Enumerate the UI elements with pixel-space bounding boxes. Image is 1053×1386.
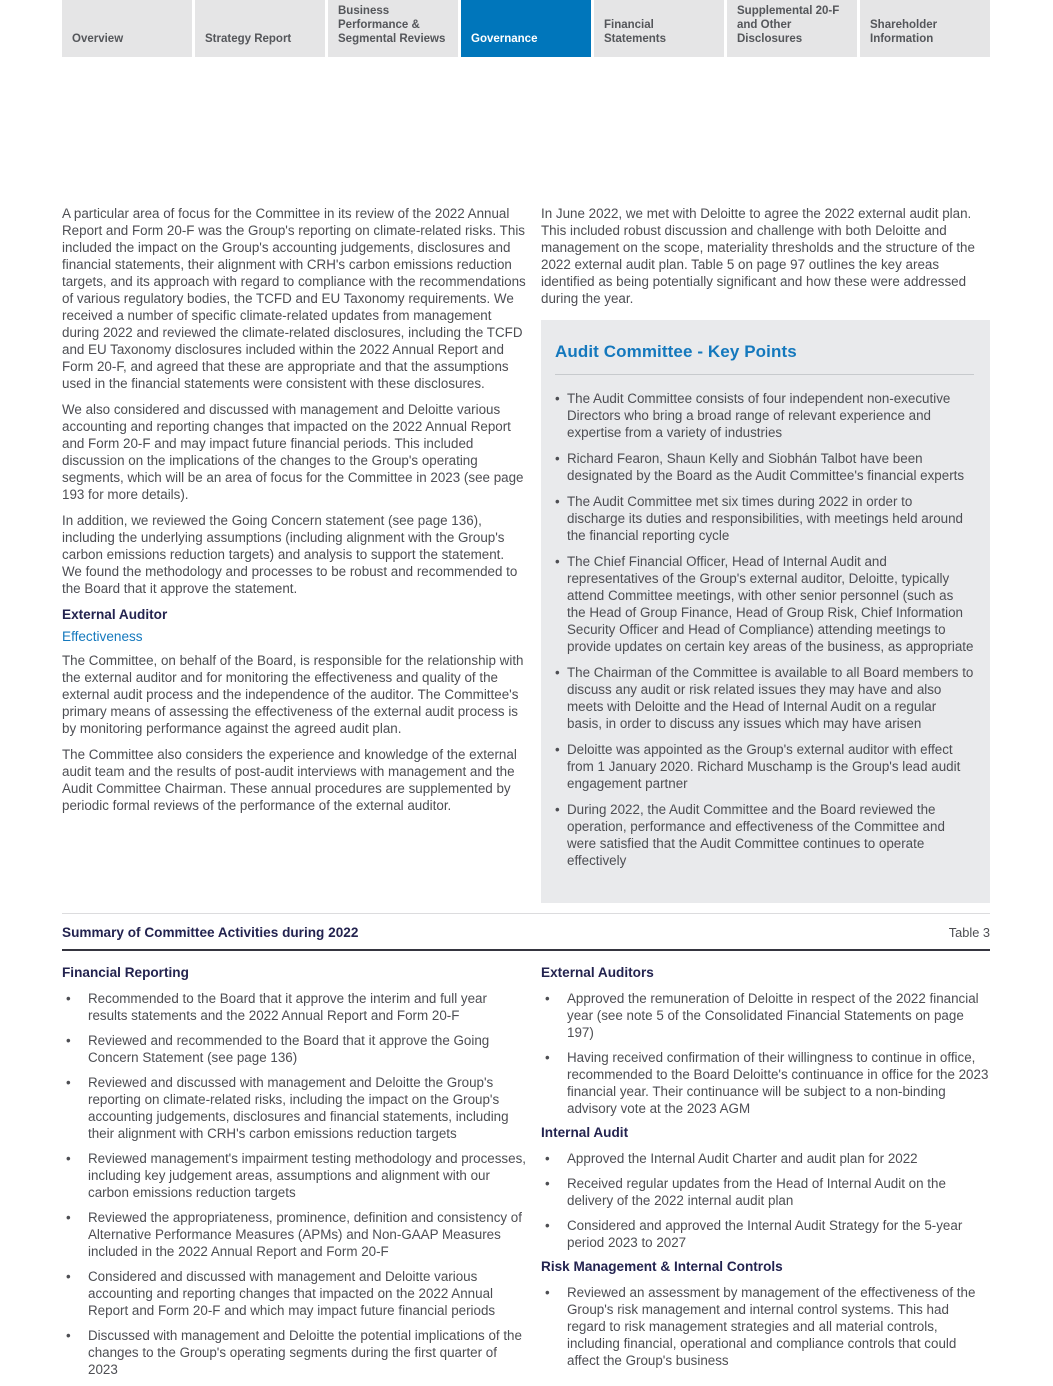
key-point-item: • The Chief Financial Officer, Head of Internal Audit and representatives of the Group's external auditor, Deloitte, typically attend Committee meetings, with other senior personnel (such as the Head of Group Finance, Head of Group Risk, Chief Information Security Officer and Head of Compliance) attending meetings to provide updates on certain key areas of the business, as appropriate [555,553,974,655]
summary-right-column [541,965,990,1377]
paragraph-going-concern: In addition, we reviewed the Going Concern statement (see page 136), including the underlying assumptions (including alignment with the Group's carbon emissions reduction targets) and analysis to support the statement. We found the methodology and processes to be robust and recommended to the Board that it approve the statement. [62,513,518,596]
list-item: • Reviewed management's impairment testing methodology and processes, including key judgement areas, assumptions and alignment with our carbon emissions reduction targets [62,1150,527,1201]
key-point-item: • Richard Fearon, Shaun Kelly and Siobhán Talbot have been designated by the Board as the Audit Committee's financial experts [555,450,974,484]
key-points-box [541,320,990,903]
list-item: • Reviewed the appropriateness, prominence, definition and consistency of Alternative Performance Measures (APMs) and Non-GAAP Measures included in the 2022 Annual Report and Form 20-F [62,1209,527,1260]
page-content [62,205,990,1386]
heading-internal-audit: Internal Audit [541,1125,629,1140]
key-point-item: • The Chairman of the Committee is available to all Board members to discuss any audit or risk related issues they may have and also meets with Deloitte and the Head of Internal Audit on a regular basis, in order to discuss any issues which may have arisen [555,664,974,732]
list-item: • Reviewed and discussed with management and Deloitte the Group's reporting on climate-related risks, including the impact on the Group's accounting judgements, disclosures and financial statements, including their alignment with CRH's carbon emissions reduction targets [62,1074,527,1142]
tab-label: Supplemental 20-F and Other Disclosures [737,5,840,45]
risk-management-list [541,1284,990,1369]
summary-section [62,913,990,1386]
top-nav [62,0,990,57]
internal-audit-list [541,1150,990,1251]
list-item: • Received regular updates from the Head of Internal Audit on the delivery of the 2022 internal audit plan [541,1175,990,1209]
list-item: • Recommended to the Board that it approve the interim and full year results statements and the 2022 Annual Report and Form 20-F [62,990,527,1024]
key-point-item: • During 2022, the Audit Committee and the Board reviewed the operation, performance and effectiveness of the Committee and were satisfied that the Audit Committee continues to operate effectively [555,801,974,869]
list-item: • Reviewed an assessment by management of the effectiveness of the Group's risk management and internal control systems. This had regard to risk management strategies and all material controls, including financial, operational and compliance controls that could affect the Group's business [541,1284,990,1369]
tab-label: Governance [471,33,538,45]
key-points-title: Audit Committee - Key Points [555,342,797,361]
summary-header [62,914,990,949]
tab-label: Overview [72,33,124,45]
main-columns [62,205,990,903]
list-item: • Considered and approved the Internal Audit Strategy for the 5-year period 2023 to 2027 [541,1217,990,1251]
heading-external-auditors: External Auditors [541,965,654,980]
tab-label: Shareholder Information [870,19,938,45]
paragraph-climate-focus: A particular area of focus for the Committee in its review of the 2022 Annual Report and Form 20-F was the Group's reporting on climate-related risks. This included the impact on the Group's accounting judgements, disclosures and financial statements, their alignment with CRH's carbon emissions reduction targets, and its approach with regard to compliance with the recommendations of various regulatory bodies, the TCFD and EU Taxonomy requirements. We received a number of specific climate-related updates from management during 2022 and reviewed the climate-related disclosures, including the TCFD and EU Taxonomy disclosures included within the 2022 Annual Report and Form 20-F, and agreed that these are appropriate and that the assumptions used in the financial statements were consistent with these disclosures. [62,206,526,391]
key-point-item: • Deloitte was appointed as the Group's external auditor with effect from 1 January 2020. Richard Muschamp is the Group's lead audit engagement partner [555,741,974,792]
paragraph-auditor-relationship: The Committee, on behalf of the Board, is responsible for the relationship with the external auditor and for monitoring the effectiveness and quality of the external audit process and the independence of the auditor. The Committee's primary means of assessing the effectiveness of the external audit process is by monitoring performance against the agreed audit plan. [62,653,524,736]
tab-overview[interactable] [62,0,192,57]
tab-governance[interactable] [461,0,591,57]
tab-label: Business Performance & Segmental Reviews [338,5,446,45]
tab-shareholder-information[interactable] [860,0,990,57]
tab-business-performance[interactable] [328,0,458,57]
summary-columns [62,951,990,1386]
subheading-effectiveness: Effectiveness [62,629,143,644]
paragraph-accounting-changes: We also considered and discussed with management and Deloitte various accounting and reporting changes that impacted on the 2022 Annual Report and Form 20-F and may impact future financial periods. This included discussion on the implications of the changes to the Group's operating segments, which will be an area of focus for the Committee in 2023 (see page 193 for more details). [62,402,524,502]
summary-left-column [62,965,527,1386]
tab-label: Strategy Report [205,33,292,45]
heading-financial-reporting: Financial Reporting [62,965,189,980]
summary-title: Summary of Committee Activities during 2022 [62,925,359,940]
list-item: • Considered and discussed with management and Deloitte various accounting and reporting changes that impacted on the 2022 Annual Report and Form 20-F and which may impact future financial periods [62,1268,527,1319]
list-item: • Discussed with management and Deloitte the potential implications of the changes to the Group's operating segments during the first quarter of 2023 [62,1327,527,1378]
heading-risk-management: Risk Management & Internal Controls [541,1259,783,1274]
tab-supplemental-20f[interactable] [727,0,857,57]
table-number-label: Table 3 [948,925,990,940]
list-item: • Approved the Internal Audit Charter and audit plan for 2022 [541,1150,990,1167]
list-item: • Having received confirmation of their willingness to continue in office, recommended to the Board Deloitte's continuance in office for the 2023 financial year. Their continuance will be subject to a non-binding advisory vote at the 2023 AGM [541,1049,990,1117]
paragraph-audit-team-experience: The Committee also considers the experience and knowledge of the external audit team and the results of post-audit interviews with management and the Audit Committee Chairman. These annual procedures are supplemented by periodic formal reviews of the performance of the external auditor. [62,747,517,813]
left-column [62,205,527,823]
tab-strategy-report[interactable] [195,0,325,57]
key-point-item: • The Audit Committee consists of four independent non-executive Directors who bring a broad range of relevant experience and expertise from a variety of industries [555,390,974,441]
paragraph-audit-plan: In June 2022, we met with Deloitte to agree the 2022 external audit plan. This included robust discussion and challenge with both Deloitte and management on the scope, materiality thresholds and the structure of the 2022 external audit plan. Table 5 on page 97 outlines the key areas identified as being potentially significant and how these were addressed during the year. [541,206,975,306]
heading-external-auditor: External Auditor [62,607,168,622]
tab-label: Financial Statements [604,19,666,45]
list-item: • Approved the remuneration of Deloitte in respect of the 2022 financial year (see note 5 of the Consolidated Financial Statements on page 197) [541,990,990,1041]
external-auditors-list [541,990,990,1117]
tab-financial-statements[interactable] [594,0,724,57]
right-column [541,205,990,903]
financial-reporting-list [62,990,527,1378]
key-point-item: • The Audit Committee met six times during 2022 in order to discharge its duties and responsibilities, with meetings held around the financial reporting cycle [555,493,974,544]
list-item: • Reviewed and recommended to the Board that it approve the Going Concern Statement (see page 136) [62,1032,527,1066]
key-points-list [555,390,974,869]
key-points-divider [555,374,974,375]
